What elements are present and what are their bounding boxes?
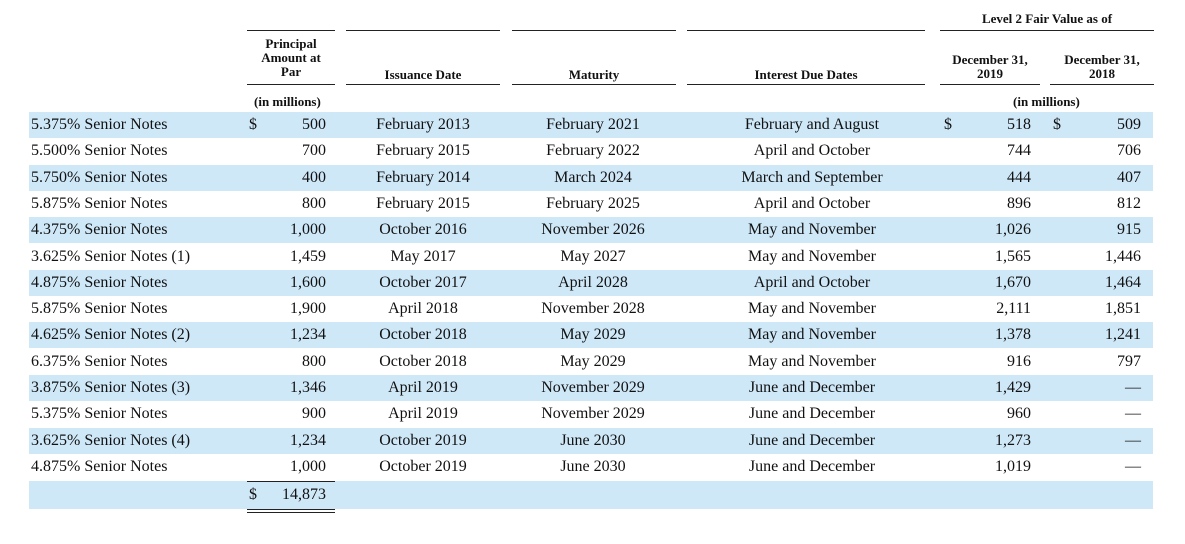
maturity-date: March 2024 bbox=[554, 168, 632, 186]
fair-value-2018: — bbox=[1125, 405, 1141, 423]
principal-amount: 1,000 bbox=[290, 221, 326, 239]
fair-value-2019: 1,378 bbox=[995, 326, 1031, 344]
header-rule-interest bbox=[687, 30, 925, 31]
maturity-date: June 2030 bbox=[560, 457, 626, 475]
principal-amount: 900 bbox=[302, 405, 326, 423]
note-name: 3.625% Senior Notes (4) bbox=[31, 431, 191, 449]
table-row bbox=[29, 401, 1153, 427]
issuance-date: October 2017 bbox=[379, 273, 467, 291]
maturity-date: November 2026 bbox=[541, 221, 645, 239]
currency-sign: $ bbox=[1053, 116, 1061, 133]
note-name: 4.875% Senior Notes bbox=[31, 273, 168, 291]
fair-value-2018: — bbox=[1125, 431, 1141, 449]
fair-value-2018: — bbox=[1125, 379, 1141, 396]
units-label-right: (in millions) bbox=[1013, 94, 1080, 109]
fair-value-2018: 1,446 bbox=[1105, 247, 1141, 265]
fair-value-2018: 706 bbox=[1117, 142, 1141, 160]
maturity-date: April 2028 bbox=[558, 273, 628, 291]
table-row bbox=[29, 191, 1153, 217]
principal-amount: 1,600 bbox=[290, 273, 326, 291]
fair-value-2019: 1,273 bbox=[995, 431, 1031, 449]
issuance-date: October 2018 bbox=[379, 352, 467, 370]
fair-value-2019: 518 bbox=[1007, 116, 1031, 133]
fair-value-2019: 896 bbox=[1007, 194, 1031, 212]
table-row bbox=[29, 454, 1153, 480]
fair-value-2019: 1,429 bbox=[995, 379, 1031, 396]
interest-due-dates: May and November bbox=[748, 247, 876, 265]
note-name: 5.375% Senior Notes bbox=[31, 116, 168, 133]
maturity-date: May 2029 bbox=[560, 352, 626, 370]
note-name: 5.500% Senior Notes bbox=[31, 142, 168, 160]
principal-amount: 800 bbox=[302, 352, 326, 370]
header-bottom-rule-issuance bbox=[346, 84, 500, 85]
note-name: 5.875% Senior Notes bbox=[31, 300, 168, 318]
fair-value-2018: 1,241 bbox=[1105, 326, 1141, 344]
issuance-date: October 2016 bbox=[379, 221, 467, 239]
maturity-date: November 2028 bbox=[541, 300, 645, 318]
interest-due-dates: May and November bbox=[748, 300, 876, 318]
fair-value-2019: 1,026 bbox=[995, 221, 1031, 239]
interest-due-dates: June and December bbox=[748, 379, 876, 396]
fair-value-2019: 1,565 bbox=[995, 247, 1031, 265]
interest-due-dates: May and November bbox=[748, 326, 876, 344]
header-bottom-rule-principal bbox=[247, 84, 335, 85]
principal-amount: 1,000 bbox=[290, 457, 326, 475]
principal-amount: 1,234 bbox=[290, 431, 326, 449]
interest-due-dates: April and October bbox=[753, 194, 871, 212]
total-double-underline bbox=[247, 509, 335, 513]
header-rule-principal bbox=[247, 30, 335, 31]
header-bottom-rule-maturity bbox=[512, 84, 676, 85]
currency-sign: $ bbox=[249, 116, 257, 133]
fair-value-2019: 1,019 bbox=[995, 457, 1031, 475]
header-dec-2019: December 31, 2019 bbox=[952, 52, 1028, 81]
header-rule-maturity bbox=[512, 30, 676, 31]
header-level2-fair-value: Level 2 Fair Value as of bbox=[981, 11, 1113, 26]
table-row bbox=[29, 244, 1153, 270]
header-bottom-rule-dec-2018 bbox=[1050, 84, 1154, 85]
header-maturity: Maturity bbox=[568, 67, 620, 82]
table-row bbox=[29, 296, 1153, 322]
issuance-date: April 2018 bbox=[388, 300, 458, 318]
issuance-date: May 2017 bbox=[390, 247, 456, 265]
note-name: 4.625% Senior Notes (2) bbox=[31, 326, 191, 344]
fair-value-2018: 812 bbox=[1117, 194, 1141, 212]
fair-value-2019: 960 bbox=[1007, 405, 1031, 423]
note-name: 6.375% Senior Notes bbox=[31, 352, 168, 370]
table-row bbox=[29, 375, 1153, 401]
issuance-date: February 2015 bbox=[376, 142, 470, 160]
fair-value-2019: 1,670 bbox=[995, 273, 1031, 291]
interest-due-dates: June and December bbox=[748, 405, 876, 423]
interest-due-dates: June and December bbox=[748, 457, 876, 475]
table-row bbox=[29, 349, 1153, 375]
fair-value-2018: 509 bbox=[1117, 116, 1141, 133]
table-row bbox=[29, 138, 1153, 164]
table-row bbox=[29, 217, 1153, 243]
note-name: 5.750% Senior Notes bbox=[31, 168, 168, 186]
maturity-date: November 2029 bbox=[541, 379, 645, 396]
note-name: 3.875% Senior Notes (3) bbox=[31, 379, 191, 396]
interest-due-dates: May and November bbox=[748, 352, 876, 370]
principal-amount: 500 bbox=[302, 116, 326, 133]
maturity-date: November 2029 bbox=[541, 405, 645, 423]
header-principal: Principal Amount at Par bbox=[261, 36, 321, 79]
interest-due-dates: March and September bbox=[741, 168, 883, 186]
issuance-date: October 2019 bbox=[379, 457, 467, 475]
fair-value-2018: 1,464 bbox=[1105, 273, 1141, 291]
principal-amount: 1,346 bbox=[290, 379, 326, 396]
currency-sign: $ bbox=[944, 116, 952, 133]
fair-value-2019: 916 bbox=[1007, 352, 1031, 370]
issuance-date: February 2014 bbox=[376, 168, 470, 186]
table-row bbox=[29, 428, 1153, 454]
fair-value-2018: 407 bbox=[1117, 168, 1141, 186]
header-issuance-date: Issuance Date bbox=[384, 67, 462, 82]
total-currency: $ bbox=[249, 486, 257, 503]
header-rule-issuance bbox=[346, 30, 500, 31]
fair-value-2019: 444 bbox=[1007, 168, 1031, 186]
principal-amount: 800 bbox=[302, 194, 326, 212]
issuance-date: October 2018 bbox=[379, 326, 467, 344]
issuance-date: April 2019 bbox=[388, 379, 458, 396]
principal-amount: 1,459 bbox=[290, 247, 326, 265]
header-bottom-rule-interest bbox=[687, 84, 925, 85]
fair-value-2018: 915 bbox=[1117, 221, 1141, 239]
maturity-date: February 2021 bbox=[546, 116, 640, 133]
header-interest-due-dates: Interest Due Dates bbox=[754, 67, 858, 82]
issuance-date: October 2019 bbox=[379, 431, 467, 449]
header-dec-2018: December 31, 2018 bbox=[1064, 52, 1140, 81]
table-row bbox=[29, 270, 1153, 296]
note-name: 5.875% Senior Notes bbox=[31, 194, 168, 212]
maturity-date: February 2022 bbox=[546, 142, 640, 160]
fair-value-2019: 2,111 bbox=[996, 300, 1031, 318]
maturity-date: May 2027 bbox=[560, 247, 626, 265]
fair-value-2019: 744 bbox=[1007, 142, 1031, 160]
maturity-date: May 2029 bbox=[560, 326, 626, 344]
fair-value-2018: — bbox=[1125, 457, 1141, 475]
principal-amount: 1,900 bbox=[290, 300, 326, 318]
note-name: 4.375% Senior Notes bbox=[31, 221, 168, 239]
total-top-rule bbox=[247, 481, 335, 482]
issuance-date: April 2019 bbox=[388, 405, 458, 423]
maturity-date: June 2030 bbox=[560, 431, 626, 449]
principal-amount: 1,234 bbox=[290, 326, 326, 344]
header-rule-level2 bbox=[940, 30, 1154, 31]
header-bottom-rule-dec-2019 bbox=[940, 84, 1040, 85]
interest-due-dates: April and October bbox=[753, 273, 871, 291]
issuance-date: February 2015 bbox=[376, 194, 470, 212]
interest-due-dates: May and November bbox=[748, 221, 876, 239]
total-row bbox=[29, 481, 1153, 509]
table-row bbox=[29, 322, 1153, 348]
note-name: 4.875% Senior Notes bbox=[31, 457, 168, 475]
units-label-left: (in millions) bbox=[254, 94, 321, 109]
fair-value-2018: 797 bbox=[1117, 352, 1141, 370]
table-row bbox=[29, 112, 1153, 138]
issuance-date: February 2013 bbox=[376, 116, 470, 133]
total-par-amount: 14,873 bbox=[282, 486, 326, 503]
principal-amount: 700 bbox=[302, 142, 326, 160]
note-name: 3.625% Senior Notes (1) bbox=[31, 247, 191, 265]
table-row bbox=[29, 165, 1153, 191]
interest-due-dates: June and December bbox=[748, 431, 876, 449]
principal-amount: 400 bbox=[302, 168, 326, 186]
interest-due-dates: April and October bbox=[753, 142, 871, 160]
note-name: 5.375% Senior Notes bbox=[31, 405, 168, 423]
fair-value-2018: 1,851 bbox=[1105, 300, 1141, 318]
maturity-date: February 2025 bbox=[546, 194, 640, 212]
interest-due-dates: February and August bbox=[744, 116, 880, 133]
